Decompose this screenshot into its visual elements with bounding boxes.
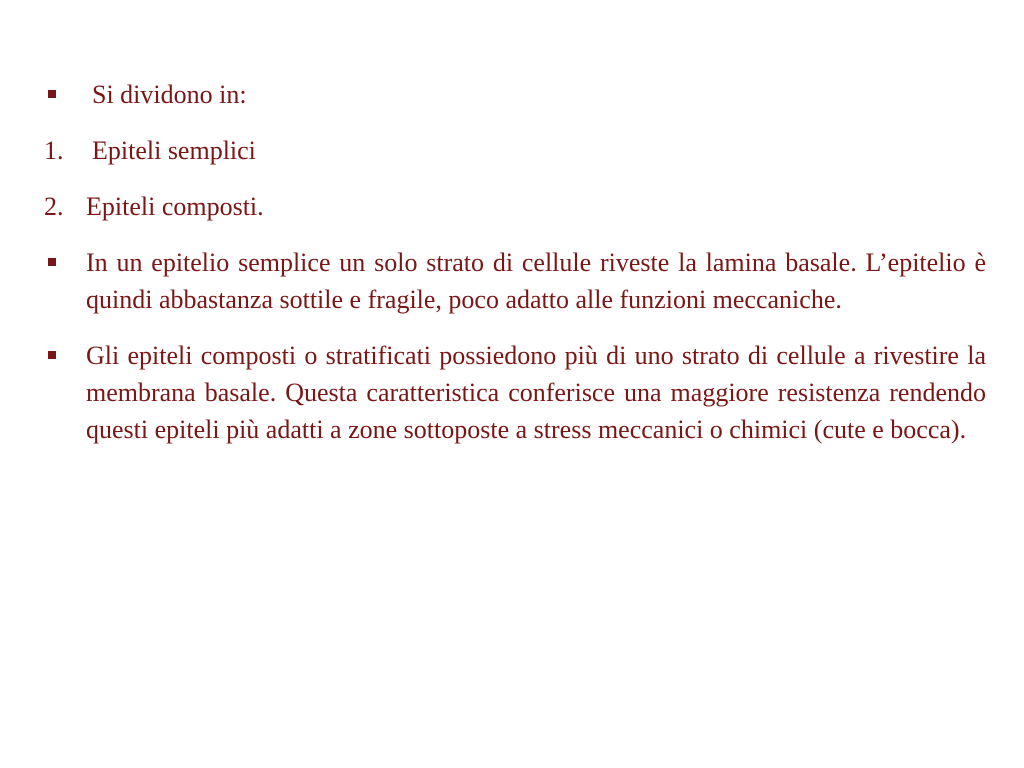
list-item bbox=[44, 76, 986, 113]
list-item-text: Gli epiteli composti o stratificati possiedono più di uno strato di cellule a rivestire la membrana basale. Questa caratteristica conferisce una maggiore resistenza rendendo questi epiteli più adatti a zone sottoposte a stress meccanici o chimici (cute e bocca). bbox=[86, 341, 986, 444]
list-item bbox=[44, 244, 986, 318]
list-item-text: Si dividono in: bbox=[92, 80, 247, 109]
list-item bbox=[44, 132, 986, 169]
list-number: 1. bbox=[44, 136, 64, 165]
list-item bbox=[44, 337, 986, 448]
list-item-text: Epiteli composti. bbox=[86, 192, 264, 221]
square-bullet-icon bbox=[48, 90, 56, 98]
list-item-text: In un epitelio semplice un solo strato di cellule riveste la lamina basale. L’epitelio è quindi abbastanza sottile e fragile, poco adatto alle funzioni meccaniche. bbox=[86, 248, 986, 314]
slide-body bbox=[44, 76, 986, 467]
list-item-text: Epiteli semplici bbox=[92, 136, 256, 165]
square-bullet-icon bbox=[48, 351, 56, 359]
list-number: 2. bbox=[44, 192, 64, 221]
list-item bbox=[44, 188, 986, 225]
square-bullet-icon bbox=[48, 258, 56, 266]
